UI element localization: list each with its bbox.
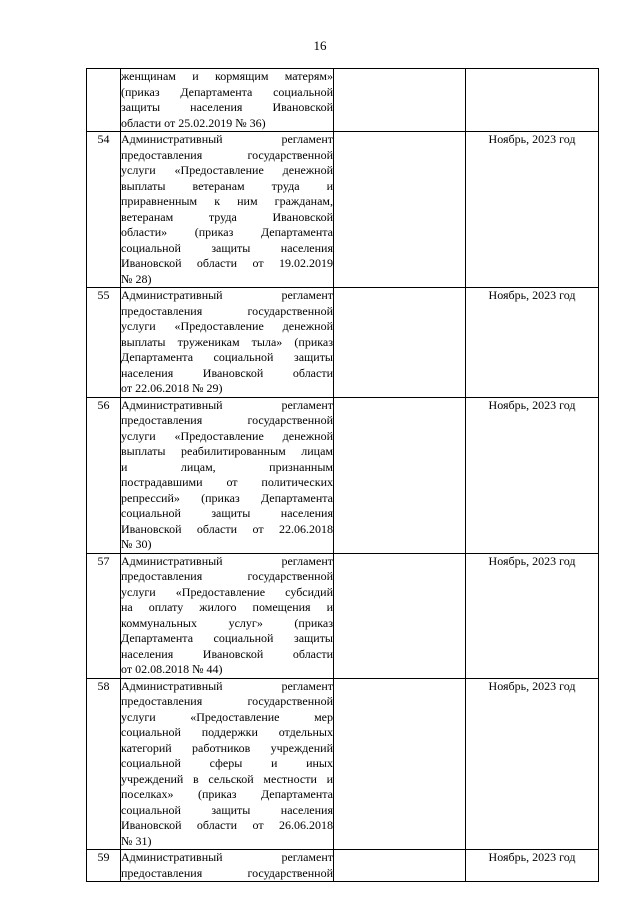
description-line: на оплату жилого помещения и — [121, 600, 333, 614]
description-line: Административный регламент — [121, 132, 333, 146]
row-description-cell — [121, 553, 334, 678]
description-line: социальной защиты населения — [121, 506, 333, 520]
description-line: и лицам, признанным — [121, 459, 333, 474]
description-line: Ивановской области от 26.06.2018 — [121, 818, 333, 832]
row-number-cell: 58 — [87, 678, 121, 850]
description-line: выплаты реабилитированным лицам — [121, 444, 333, 458]
row-date-cell: Ноябрь, 2023 год — [466, 850, 599, 882]
row-empty-cell — [334, 288, 466, 398]
description-line: социальной защиты населения — [121, 802, 333, 817]
description-line: предоставления государственной — [121, 865, 333, 880]
row-description-cell — [121, 397, 334, 553]
row-empty-cell — [334, 69, 466, 132]
row-date-cell: Ноябрь, 2023 год — [466, 553, 599, 678]
description-line: категорий работников учреждений — [121, 740, 333, 755]
description-line: социальной поддержки отдельных — [121, 725, 333, 739]
row-date-cell: Ноябрь, 2023 год — [466, 132, 599, 288]
table-row — [87, 678, 599, 850]
description-line: социальной сферы и иных — [121, 756, 333, 770]
description-line: Административный регламент — [121, 553, 333, 568]
table-row — [87, 288, 599, 398]
description-line: женщинам и кормящим матерям» — [121, 69, 333, 83]
description-line: области» (приказ Департамента — [121, 225, 333, 239]
row-description-cell — [121, 132, 334, 288]
description-line: населения Ивановской области — [121, 365, 333, 380]
description-line: услуги «Предоставление субсидий — [121, 584, 333, 599]
description-line: услуги «Предоставление денежной — [121, 163, 333, 177]
description-line: предоставления государственной — [121, 694, 333, 708]
description-line: от 02.08.2018 № 44) — [121, 662, 223, 676]
description-line: выплаты труженикам тыла» (приказ — [121, 334, 333, 349]
table-row-continuation — [87, 69, 599, 132]
description-line: № 28) — [121, 271, 152, 286]
table-row — [87, 132, 599, 288]
row-empty-cell — [334, 397, 466, 553]
description-line: (приказ Департамента социальной — [121, 84, 333, 99]
description-line: коммунальных услуг» (приказ — [121, 615, 333, 630]
row-number-cell: 55 — [87, 288, 121, 398]
row-empty-cell — [334, 850, 466, 882]
description-line: Ивановской области от 19.02.2019 — [121, 256, 333, 270]
description-line: социальной защиты населения — [121, 240, 333, 255]
row-number-cell: 57 — [87, 553, 121, 678]
row-number-cell: 59 — [87, 850, 121, 882]
description-line: Департамента социальной защиты — [121, 350, 333, 364]
regulations-table-body — [87, 69, 599, 882]
description-line: Административный регламент — [121, 678, 333, 693]
table-row — [87, 553, 599, 678]
table-row — [87, 850, 599, 882]
description-line: учреждений в сельской местности и — [121, 771, 333, 786]
description-line: пострадавшими от политических — [121, 475, 333, 489]
description-line: Департамента социальной защиты — [121, 631, 333, 645]
row-number-cell: 56 — [87, 397, 121, 553]
row-date-cell: Ноябрь, 2023 год — [466, 397, 599, 553]
row-number-cell: 54 — [87, 132, 121, 288]
description-line: Административный регламент — [121, 397, 333, 412]
table-row — [87, 397, 599, 553]
description-line: приравненным к ним гражданам, — [121, 194, 333, 208]
row-date-cell: Ноябрь, 2023 год — [466, 678, 599, 850]
description-line: Административный регламент — [121, 850, 333, 864]
row-date-cell — [466, 69, 599, 132]
description-line: Административный регламент — [121, 288, 333, 302]
description-line: Ивановской области от 22.06.2018 — [121, 521, 333, 536]
row-empty-cell — [334, 678, 466, 850]
row-description-cell — [121, 678, 334, 850]
regulations-table — [86, 68, 599, 882]
description-line: № 30) — [121, 537, 152, 551]
row-description-cell — [121, 850, 334, 882]
description-line: предоставления государственной — [121, 147, 333, 162]
description-line: выплаты ветеранам труда и — [121, 178, 333, 193]
description-line: предоставления государственной — [121, 569, 333, 583]
row-date-cell: Ноябрь, 2023 год — [466, 288, 599, 398]
description-line: ветеранам труда Ивановской — [121, 209, 333, 224]
page-number: 16 — [313, 38, 327, 53]
description-line: поселках» (приказ Департамента — [121, 787, 333, 801]
description-line: защиты населения Ивановской — [121, 100, 333, 114]
row-empty-cell — [334, 132, 466, 288]
description-line: области от 25.02.2019 № 36) — [121, 115, 266, 130]
description-line: предоставления государственной — [121, 413, 333, 427]
description-line: репрессий» (приказ Департамента — [121, 490, 333, 505]
description-line: услуги «Предоставление мер — [121, 709, 333, 724]
row-empty-cell — [334, 553, 466, 678]
description-line: услуги «Предоставление денежной — [121, 319, 333, 333]
description-line: услуги «Предоставление денежной — [121, 428, 333, 443]
row-description-cell — [121, 69, 334, 132]
row-description-cell — [121, 288, 334, 398]
description-line: населения Ивановской области — [121, 646, 333, 661]
row-number-cell — [87, 69, 121, 132]
description-line: от 22.06.2018 № 29) — [121, 381, 223, 395]
description-line: предоставления государственной — [121, 303, 333, 318]
description-line: № 31) — [121, 833, 152, 848]
